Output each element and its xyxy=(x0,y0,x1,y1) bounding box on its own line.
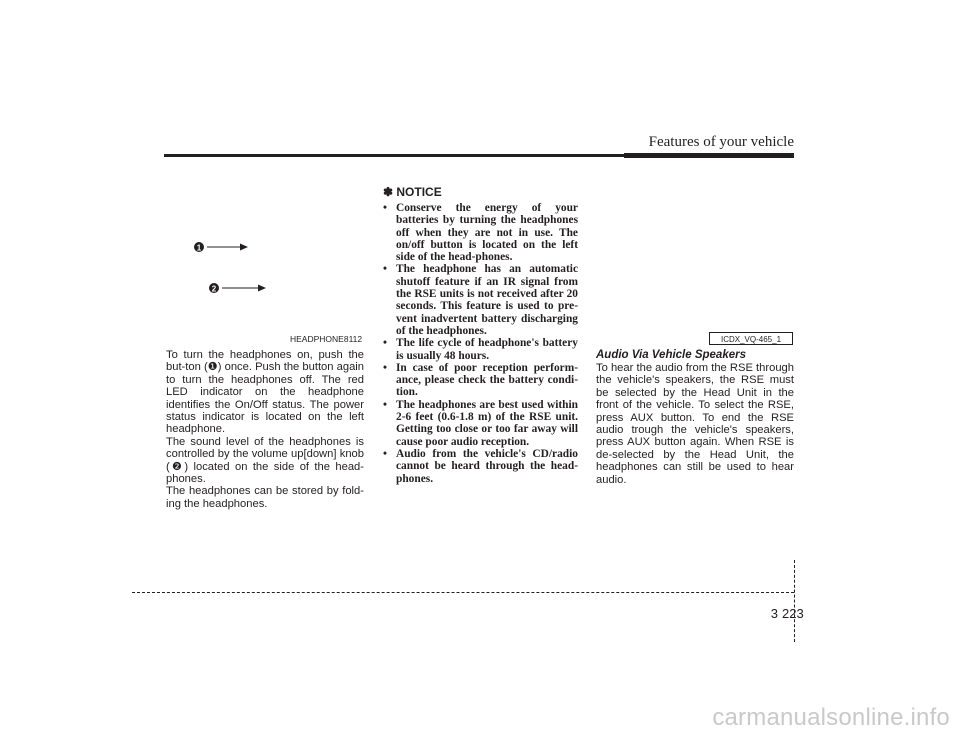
footer-rule xyxy=(132,592,794,593)
notice-item: • In case of poor reception perform-ance, please check the battery condi-tion. xyxy=(383,362,578,399)
notice-item: • Audio from the vehicle's CD/radio cannot be heard through the head-phones. xyxy=(383,448,578,485)
paragraph-volume: The sound level of the headphones is controlled by the volume up[down] knob (❷) located on the side of the head-phones. xyxy=(166,435,364,486)
chapter-number: 3 xyxy=(770,606,778,621)
speakers-body: To hear the audio from the RSE through the vehicle's speakers, the RSE must be selected by the Head Unit in the front of the vehicle. To select the RSE, press AUX button. To end the RSE audio trough the vehicle's speakers, press AUX button again. When RSE is de-selected by the Head Unit, the headphones can still be used to hear audio. xyxy=(596,362,794,486)
callout-1 xyxy=(194,242,248,253)
paragraph-storage: The headphones can be stored by fold-ing the headphones. xyxy=(166,485,364,510)
callout-2 xyxy=(209,283,266,294)
header-rule-accent xyxy=(624,153,794,158)
page-number-value: 223 xyxy=(782,606,804,621)
svg-text:1: 1 xyxy=(196,243,202,253)
paragraph-power: To turn the headphones on, push the but-ton (❶) once. Push the button again to turn the headphones off. The red LED indicator on the headphone identifies the On/Off status. The power status indicator is located on the left headphone. xyxy=(166,349,364,436)
notice-item: • Conserve the energy of your batteries by turning the headphones off when they are not in use. The on/off button is located on the left side of the head-phones. xyxy=(383,202,578,263)
notice-list xyxy=(383,202,578,485)
notice-title: ✽ NOTICE xyxy=(383,185,442,199)
notice-item: • The life cycle of headphone's battery is usually 48 hours. xyxy=(383,337,578,362)
speakers-heading: Audio Via Vehicle Speakers xyxy=(596,349,746,361)
callout-2-ref: ❷ xyxy=(169,460,185,473)
section-title: Features of your vehicle xyxy=(648,134,794,150)
figure-caption: HEADPHONE8112 xyxy=(290,334,363,344)
footer-vertical-rule xyxy=(794,560,795,642)
headphone-figure xyxy=(164,230,364,346)
svg-text:2: 2 xyxy=(211,284,217,294)
headphone-instructions xyxy=(166,349,364,510)
image-id-label: ICDX_VQ-465_1 xyxy=(709,332,793,345)
notice-item: • The headphone has an automatic shutoff feature if an IR signal from the RSE units is not received after 20 seconds. This feature is used to pre-vent inadvertent battery discharging of the headphones. xyxy=(383,263,578,337)
callout-1-ref: ❶ xyxy=(207,361,218,374)
watermark: carmanualsonline.info xyxy=(712,704,950,731)
notice-item: • The headphones are best used within 2-6 feet (0.6-1.8 m) of the RSE unit. Getting too close or too far away will cause poor audio reception. xyxy=(383,399,578,448)
page-number xyxy=(760,606,822,621)
